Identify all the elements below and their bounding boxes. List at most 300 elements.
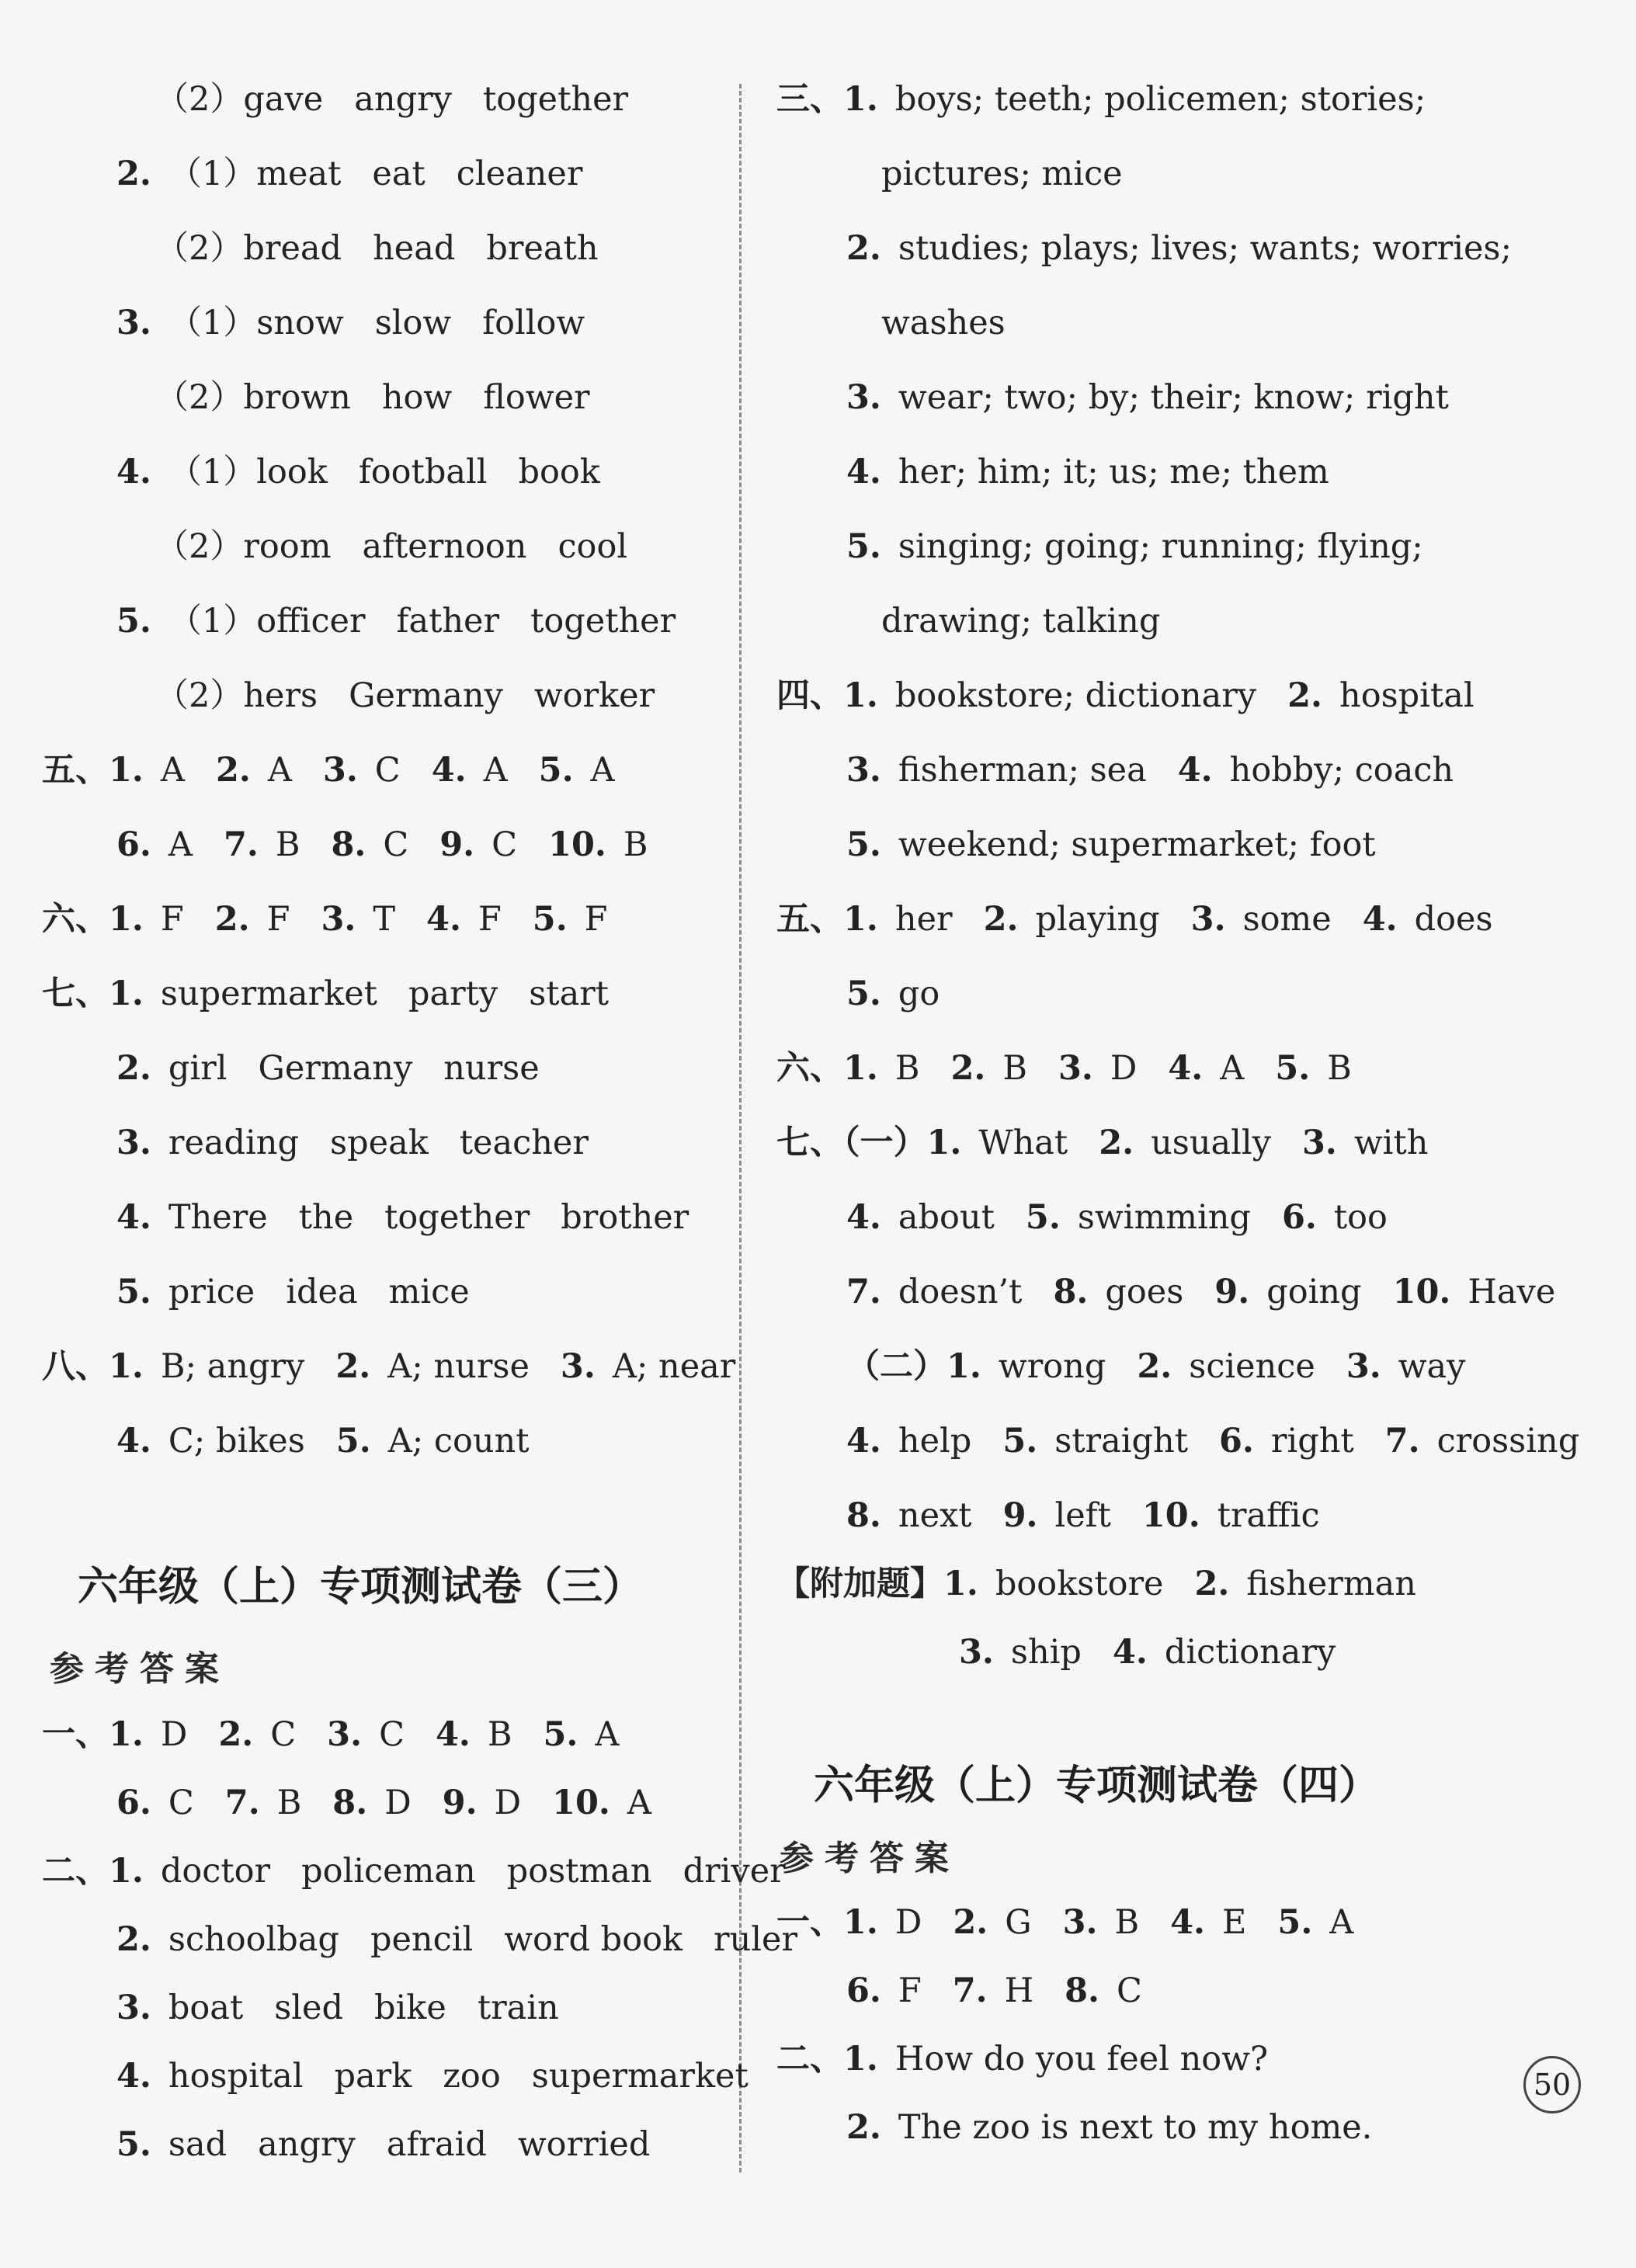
item-label: 5. [846, 527, 881, 566]
answer-text: usually [1151, 1124, 1271, 1162]
item-number: 2. [218, 1715, 254, 1754]
item-label: 3. [846, 378, 881, 417]
answer-text: D [160, 1715, 188, 1754]
item-number: 3. [321, 900, 356, 939]
item-label: 7. [846, 1273, 881, 1311]
item-number: 4. [1112, 1633, 1148, 1672]
answer-text: zoo [443, 2057, 501, 2096]
answer-line [846, 525, 1423, 568]
answer-text: sled [274, 1988, 344, 2027]
answer-text: idea [286, 1273, 358, 1311]
answer-text: left [1054, 1496, 1111, 1535]
answer-text: cleaner [456, 155, 583, 193]
answer-text: how [381, 378, 453, 417]
item-label: 4. [116, 453, 151, 491]
answer-line [776, 674, 1474, 717]
answer-text: A [267, 751, 292, 790]
answer-text: eat [372, 155, 425, 193]
item-label: 4. [846, 453, 881, 491]
answer-text: D [894, 1903, 922, 1942]
answer-text: T [373, 900, 396, 939]
item-label: 2. [846, 229, 881, 268]
item-number: 9. [439, 825, 475, 864]
answer-text: B [1327, 1049, 1352, 1088]
answer-text: train [477, 1988, 559, 2027]
answer-line [776, 1901, 1353, 1944]
answer-text: about [898, 1198, 995, 1237]
item-number: 4. [1170, 1903, 1206, 1942]
answer-text: A [1220, 1049, 1245, 1088]
item-number: 8. [331, 825, 366, 864]
answer-line [116, 1918, 797, 1961]
answer-text: weekend; supermarket; foot [898, 825, 1376, 864]
item-number: 10. [552, 1783, 610, 1822]
item-number: 2. [214, 900, 250, 939]
item-number: 5. [335, 1422, 371, 1460]
answer-text: with [1353, 1124, 1429, 1162]
item-number: 6. [1219, 1422, 1254, 1460]
answer-text: A [483, 751, 508, 790]
answer-line [116, 301, 585, 345]
answer-text: fisherman; sea [898, 751, 1147, 790]
item-number: 2. [215, 751, 251, 790]
item-label: 6. [116, 825, 151, 864]
answer-text: B; angry [160, 1347, 305, 1386]
answer-line [116, 823, 648, 867]
item-label: 4. [116, 2057, 151, 2096]
answer-text: boys; teeth; policemen; stories; [894, 80, 1426, 119]
item-label: 5. [116, 2125, 151, 2164]
answer-line [881, 599, 1160, 643]
answer-line [116, 1047, 540, 1090]
answer-line [116, 1270, 470, 1314]
answer-text: mice [388, 1273, 470, 1311]
answer-text: B [275, 825, 300, 864]
answer-text: together [384, 1198, 530, 1237]
item-label: 六、1. [42, 900, 144, 939]
answer-text: party [408, 974, 498, 1013]
item-number: 7. [223, 825, 259, 864]
item-label: 3. [116, 1124, 151, 1162]
answer-line [116, 2123, 650, 2166]
answer-text: How do you feel now? [894, 2040, 1269, 2079]
answer-text: too [1333, 1198, 1388, 1237]
answer-text: （1）look [168, 453, 328, 491]
item-number: 5. [1002, 1422, 1038, 1460]
answer-text: wear; two; by; their; know; right [898, 378, 1449, 417]
item-label: 4. [116, 1198, 151, 1237]
answer-text: Germany [349, 676, 503, 715]
answer-line [116, 1419, 530, 1463]
item-label: 七、1. [42, 974, 144, 1013]
answer-text: A [168, 825, 193, 864]
answer-text: policeman [301, 1852, 476, 1891]
item-label: 2. [116, 1049, 151, 1088]
answer-line [776, 1047, 1352, 1090]
answer-text: go [898, 974, 940, 1013]
item-label: 八、1. [42, 1347, 144, 1386]
item-number: 9. [442, 1783, 478, 1822]
answer-text: drawing; talking [881, 602, 1161, 641]
answer-text: head [373, 229, 456, 268]
item-number: 5. [543, 1715, 578, 1754]
answer-line [116, 1781, 651, 1825]
answer-line [881, 301, 1006, 345]
section4-title: 六年级（上）专项测试卷（四） [814, 1763, 1380, 1809]
answer-text: hospital [1339, 676, 1474, 715]
answer-text: Have [1468, 1273, 1556, 1311]
item-label: 【附加题】1. [776, 1565, 978, 1603]
answer-text: postman [506, 1852, 652, 1891]
answer-text: doctor [160, 1852, 271, 1891]
answer-text: goes [1105, 1273, 1184, 1311]
answer-text: angry [258, 2125, 356, 2164]
answer-line [116, 1986, 559, 2030]
answer-text: A [1329, 1903, 1354, 1942]
answer-text: （1）snow [168, 304, 344, 342]
answer-text: hobby; coach [1229, 751, 1454, 790]
answer-text: A [627, 1783, 651, 1822]
item-number: 3. [327, 1715, 363, 1754]
item-number: 4. [1362, 900, 1398, 939]
answer-line [116, 599, 676, 643]
answer-text: C [270, 1715, 297, 1754]
item-label: 6. [846, 1971, 881, 2010]
answer-text: F [160, 900, 184, 939]
answer-text: （2）room [155, 527, 332, 566]
answer-text: bookstore [995, 1565, 1164, 1603]
answer-text: breath [486, 229, 599, 268]
answer-text: start [529, 974, 610, 1013]
item-label: 2. [846, 2108, 881, 2147]
answer-line [776, 1121, 1428, 1165]
answer-text: C; bikes [168, 1422, 305, 1460]
answer-text: playing [1035, 900, 1160, 939]
answer-text: B [894, 1049, 920, 1088]
answer-text: book [518, 453, 600, 491]
answer-text: D [384, 1783, 412, 1822]
answer-line [776, 78, 1426, 121]
answer-text: next [898, 1496, 972, 1535]
answer-text: crossing [1436, 1422, 1580, 1460]
section3-subtitle: 参考答案 [50, 1649, 230, 1689]
item-label: 5. [846, 825, 881, 864]
item-label: 8. [846, 1496, 881, 1535]
answer-text: Germany [258, 1049, 413, 1088]
answer-text: schoolbag [168, 1920, 339, 1959]
answer-text: supermarket [160, 974, 377, 1013]
answer-text: together [530, 602, 676, 641]
answer-text: hospital [168, 2057, 304, 2096]
item-number: 8. [332, 1783, 368, 1822]
item-number: 2. [950, 1049, 986, 1088]
item-number: 4. [431, 751, 467, 790]
answer-line [776, 898, 1493, 941]
answer-text: F [898, 1971, 922, 2010]
answer-text: bookstore; dictionary [894, 676, 1257, 715]
item-number: 9. [1002, 1496, 1038, 1535]
item-label: 六、1. [776, 1049, 878, 1088]
answer-text: sad [168, 2125, 228, 2164]
answer-text: driver [683, 1852, 786, 1891]
answer-text: studies; plays; lives; wants; worries; [898, 229, 1512, 268]
answer-text: right [1270, 1422, 1354, 1460]
answer-text: afraid [386, 2125, 487, 2164]
answer-line [846, 1969, 1142, 2013]
answer-text: worried [517, 2125, 651, 2164]
answer-text: B [1002, 1049, 1027, 1088]
item-number: 2. [335, 1347, 371, 1386]
item-label: 一、1. [776, 1903, 878, 1942]
answer-text: angry [354, 80, 452, 119]
item-label: 3. [846, 751, 881, 790]
answer-text: pictures; mice [881, 155, 1123, 193]
item-number: 5. [538, 751, 574, 790]
item-label: 三、1. [776, 80, 878, 119]
answer-text: dictionary [1164, 1633, 1336, 1672]
answer-text: C [491, 825, 518, 864]
item-label: 4. [846, 1198, 881, 1237]
item-number: 3. [1062, 1903, 1098, 1942]
answer-line [776, 2037, 1268, 2081]
item-number: 3. [1301, 1124, 1337, 1162]
item-label: 五、1. [776, 900, 878, 939]
answer-text: C [374, 751, 401, 790]
answer-text: （2）gave [155, 80, 324, 119]
answer-text: help [898, 1422, 972, 1460]
answer-text: What [978, 1124, 1068, 1162]
answer-text: word book [504, 1920, 683, 1959]
answer-line [116, 1121, 589, 1165]
answer-line [846, 748, 1454, 792]
item-number: 2. [953, 1903, 988, 1942]
answer-text: （2）hers [155, 676, 318, 715]
answer-line [116, 152, 582, 196]
answer-text: A [595, 1715, 620, 1754]
answer-line [155, 525, 627, 568]
answer-text: A; count [387, 1422, 530, 1460]
answer-text: brother [561, 1198, 689, 1237]
answer-line [846, 376, 1449, 419]
item-label: 6. [116, 1783, 151, 1822]
item-label: 5. [116, 602, 151, 641]
item-number: 10. [1141, 1496, 1200, 1535]
answer-text: （2）bread [155, 229, 342, 268]
item-number: 3. [1190, 900, 1226, 939]
answer-line [42, 898, 608, 941]
answer-text: The zoo is next to my home. [898, 2108, 1373, 2147]
answer-text: D [494, 1783, 522, 1822]
answer-text: father [396, 602, 500, 641]
answer-text: pencil [370, 1920, 474, 1959]
answer-line [42, 972, 609, 1016]
answer-text: E [1222, 1903, 1247, 1942]
answer-line [846, 1270, 1555, 1314]
answer-line [42, 1849, 786, 1893]
answer-text: （2）brown [155, 378, 351, 417]
item-label: 5. [846, 974, 881, 1013]
answer-line [776, 1562, 1416, 1606]
answer-text: the [298, 1198, 354, 1237]
answer-text: doesn’t [898, 1273, 1023, 1311]
answer-line [155, 376, 590, 419]
answer-text: B [276, 1783, 302, 1822]
answer-text: There [168, 1198, 268, 1237]
answer-line [959, 1631, 1336, 1674]
item-number: 5. [1025, 1198, 1061, 1237]
item-number: 5. [1277, 1903, 1313, 1942]
answer-text: C [168, 1783, 194, 1822]
item-number: 2. [1137, 1347, 1172, 1386]
item-number: 3. [560, 1347, 596, 1386]
answer-text: A [160, 751, 185, 790]
answer-line [155, 78, 628, 121]
item-number: 4. [1177, 751, 1213, 790]
answer-line [42, 1345, 735, 1388]
item-label: 4. [116, 1422, 151, 1460]
answer-text: park [334, 2057, 412, 2096]
item-label: 二、1. [42, 1852, 144, 1891]
answer-text: （1）meat [168, 155, 342, 193]
answer-line [846, 1345, 1465, 1388]
answer-text: A [590, 751, 615, 790]
item-label: 4. [846, 1422, 881, 1460]
answer-text: ruler [714, 1920, 798, 1959]
answer-text: worker [533, 676, 655, 715]
item-number: 7. [952, 1971, 988, 2010]
answer-text: A; near [612, 1347, 736, 1386]
answer-text: some [1242, 900, 1332, 939]
answer-text: afternoon [362, 527, 527, 566]
item-label: 五、1. [42, 751, 144, 790]
answer-text: does [1414, 900, 1493, 939]
answer-text: C [383, 825, 409, 864]
item-number: 7. [1384, 1422, 1420, 1460]
answer-text: B [623, 825, 648, 864]
item-number: 10. [1392, 1273, 1451, 1311]
answer-text: straight [1054, 1422, 1188, 1460]
answer-text: washes [881, 304, 1006, 342]
item-label: 2. [116, 1920, 151, 1959]
answer-line [846, 450, 1329, 494]
item-number: 4. [435, 1715, 471, 1754]
item-number: 2. [1287, 676, 1322, 715]
item-number: 6. [1281, 1198, 1317, 1237]
answer-text: cool [557, 527, 628, 566]
item-number: 4. [426, 900, 461, 939]
answer-text: football [358, 453, 488, 491]
answer-text: together [482, 80, 629, 119]
item-label: 四、1. [776, 676, 878, 715]
item-number: 3. [322, 751, 358, 790]
answer-text: follow [482, 304, 585, 342]
answer-line [846, 1419, 1579, 1463]
answer-line [116, 450, 600, 494]
answer-text: C [1117, 1971, 1142, 2010]
page-number: 50 [1523, 2056, 1581, 2113]
item-number: 2. [1099, 1124, 1134, 1162]
item-number: 3. [1346, 1347, 1381, 1386]
item-number: 9. [1214, 1273, 1250, 1311]
answer-line [846, 1196, 1388, 1239]
item-number: 7. [224, 1783, 260, 1822]
section3-title: 六年级（上）专项测试卷（三） [78, 1564, 644, 1610]
item-label: 3. [116, 304, 151, 342]
answer-text: price [168, 1273, 255, 1311]
answer-line [42, 748, 615, 792]
answer-text: C [379, 1715, 405, 1754]
answer-text: （1）officer [168, 602, 366, 641]
answer-text: supermarket [531, 2057, 749, 2096]
answer-text: teacher [459, 1124, 589, 1162]
answer-text: swimming [1077, 1198, 1251, 1237]
answer-text: wrong [998, 1347, 1106, 1386]
item-number: 3. [1058, 1049, 1093, 1088]
item-label: 七、（一）1. [776, 1124, 962, 1162]
answer-text: bike [374, 1988, 446, 2027]
item-label: 2. [116, 155, 151, 193]
answer-text: A; nurse [387, 1347, 530, 1386]
answer-text: speak [330, 1124, 429, 1162]
answer-text: ship [1010, 1633, 1082, 1672]
answer-text: her [894, 900, 953, 939]
item-number: 8. [1053, 1273, 1089, 1311]
answer-text: slow [374, 304, 452, 342]
item-label: 5. [116, 1273, 151, 1311]
answer-line [155, 674, 655, 717]
answer-text: flower [483, 378, 590, 417]
item-label: 3. [116, 1988, 151, 2027]
answer-text: science [1189, 1347, 1315, 1386]
answer-text: singing; going; running; flying; [898, 527, 1423, 566]
answer-text: nurse [443, 1049, 540, 1088]
item-number: 4. [1168, 1049, 1204, 1088]
answer-line [846, 227, 1512, 270]
item-label: （二）1. [846, 1347, 981, 1386]
answer-text: way [1398, 1347, 1466, 1386]
answer-line [846, 2106, 1372, 2149]
answer-text: F [266, 900, 290, 939]
answer-text: reading [168, 1124, 300, 1162]
answer-line [155, 227, 599, 270]
answer-text: boat [168, 1988, 244, 2027]
answer-text: D [1110, 1049, 1138, 1088]
item-number: 10. [548, 825, 606, 864]
item-label: 一、1. [42, 1715, 144, 1754]
item-number: 2. [1194, 1565, 1230, 1603]
item-label: 二、1. [776, 2040, 878, 2079]
answer-line [116, 2054, 749, 2098]
answer-text: girl [168, 1049, 228, 1088]
answer-line [846, 823, 1376, 867]
answer-text: B [1114, 1903, 1140, 1942]
answer-text: G [1005, 1903, 1032, 1942]
answer-line [116, 1196, 689, 1239]
answer-line [846, 972, 940, 1016]
item-label: 3. [959, 1633, 994, 1672]
answer-text: H [1004, 1971, 1034, 2010]
answer-text: fisherman [1246, 1565, 1416, 1603]
answer-text: her; him; it; us; me; them [898, 453, 1329, 491]
answer-line [42, 1713, 619, 1756]
answer-text: traffic [1217, 1496, 1320, 1535]
answer-line [846, 1494, 1320, 1537]
answer-text: F [584, 900, 608, 939]
item-number: 2. [983, 900, 1019, 939]
answer-line [881, 152, 1123, 196]
section4-subtitle: 参考答案 [780, 1839, 960, 1878]
item-number: 5. [1275, 1049, 1311, 1088]
